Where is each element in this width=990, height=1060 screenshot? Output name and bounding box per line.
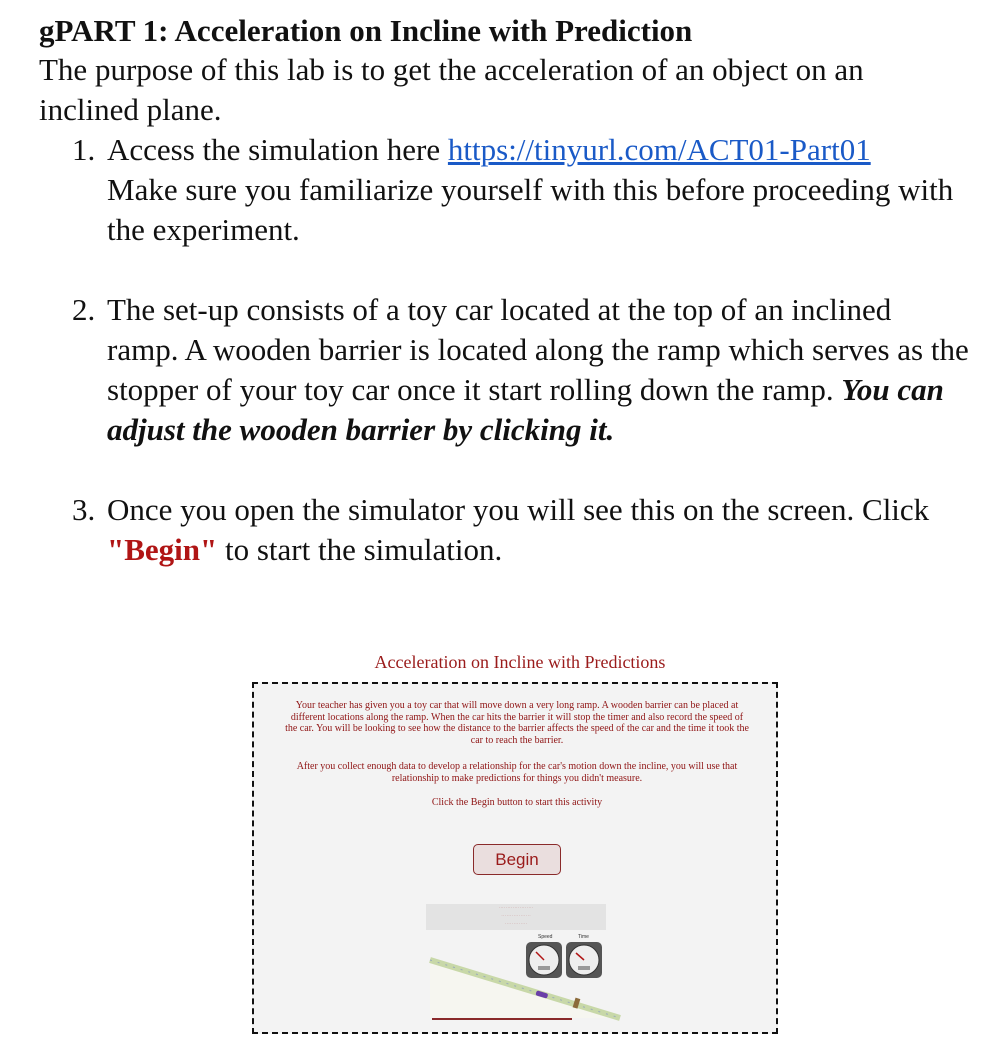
step-text-end: to start the simulation. (217, 532, 503, 567)
list-item (39, 290, 969, 450)
begin-highlight: "Begin" (107, 532, 218, 567)
step-number: 1. (72, 132, 96, 167)
preview-text-line: · · · · · · · · · · · · · (505, 922, 527, 926)
begin-button[interactable]: Begin (473, 844, 561, 875)
simulator-title: Acceleration on Incline with Predictions (374, 652, 666, 672)
time-gauge (566, 942, 602, 978)
list-item (39, 130, 969, 250)
step-emphasis: You can adjust the wooden barrier by clicking it. (107, 372, 944, 447)
simulator-footer-bar (432, 1018, 572, 1020)
step-text: Once you open the simulator you will see this on the screen. Click (107, 492, 930, 527)
spacer (39, 250, 969, 290)
steps-list (39, 130, 969, 570)
simulation-preview-panel (426, 904, 606, 930)
section-heading: gPART 1: Acceleration on Incline with Prediction (39, 13, 693, 48)
time-gauge-label: Time (578, 934, 589, 940)
step-text: Access the simulation here (107, 132, 448, 167)
simulation-link[interactable]: https://tinyurl.com/ACT01-Part01 (447, 132, 871, 167)
ramp-scene (424, 932, 624, 1022)
intro-paragraph: The purpose of this lab is to get the acceleration of an object on an inclined plane. (39, 52, 864, 127)
step-number: 3. (72, 492, 96, 527)
preview-text-line: · · · · · · · · · · · · · · · · · · · · (498, 906, 534, 910)
simulator-instruction: Click the Begin button to start this activity (431, 797, 603, 808)
step-text: The set-up consists of a toy car located at the top of an inclined ramp. A wooden barrier is located along the ramp which serves as the stopper of your toy car once it start rolling down the ramp. (107, 292, 969, 407)
preview-text-line: · · · · · · · · · · · · · · · · · (501, 914, 531, 918)
simulator-prediction-note: After you collect enough data to develop a relationship for the car's motion down the incline, you will use that relationship to make predictions for things you didn't measure. (296, 761, 738, 784)
step-number: 2. (72, 292, 96, 327)
list-item (39, 490, 969, 570)
simulator-description: Your teacher has given you a toy car that will move down a very long ramp. A wooden barrier can be placed at different locations along the ramp. When the car hits the barrier it will stop the timer and also record the speed of the car. You will be looking to see how the distance to the barrier affects the speed of the car and the time it took the car to reach the barrier. (285, 700, 749, 746)
step-note: Make sure you familiarize yourself with this before proceeding with the experiment. (107, 172, 954, 247)
spacer (39, 450, 969, 490)
simulator-screenshot (252, 682, 778, 1034)
document (39, 12, 969, 570)
speed-gauge-label: Speed (538, 934, 553, 940)
speed-gauge (526, 942, 562, 978)
